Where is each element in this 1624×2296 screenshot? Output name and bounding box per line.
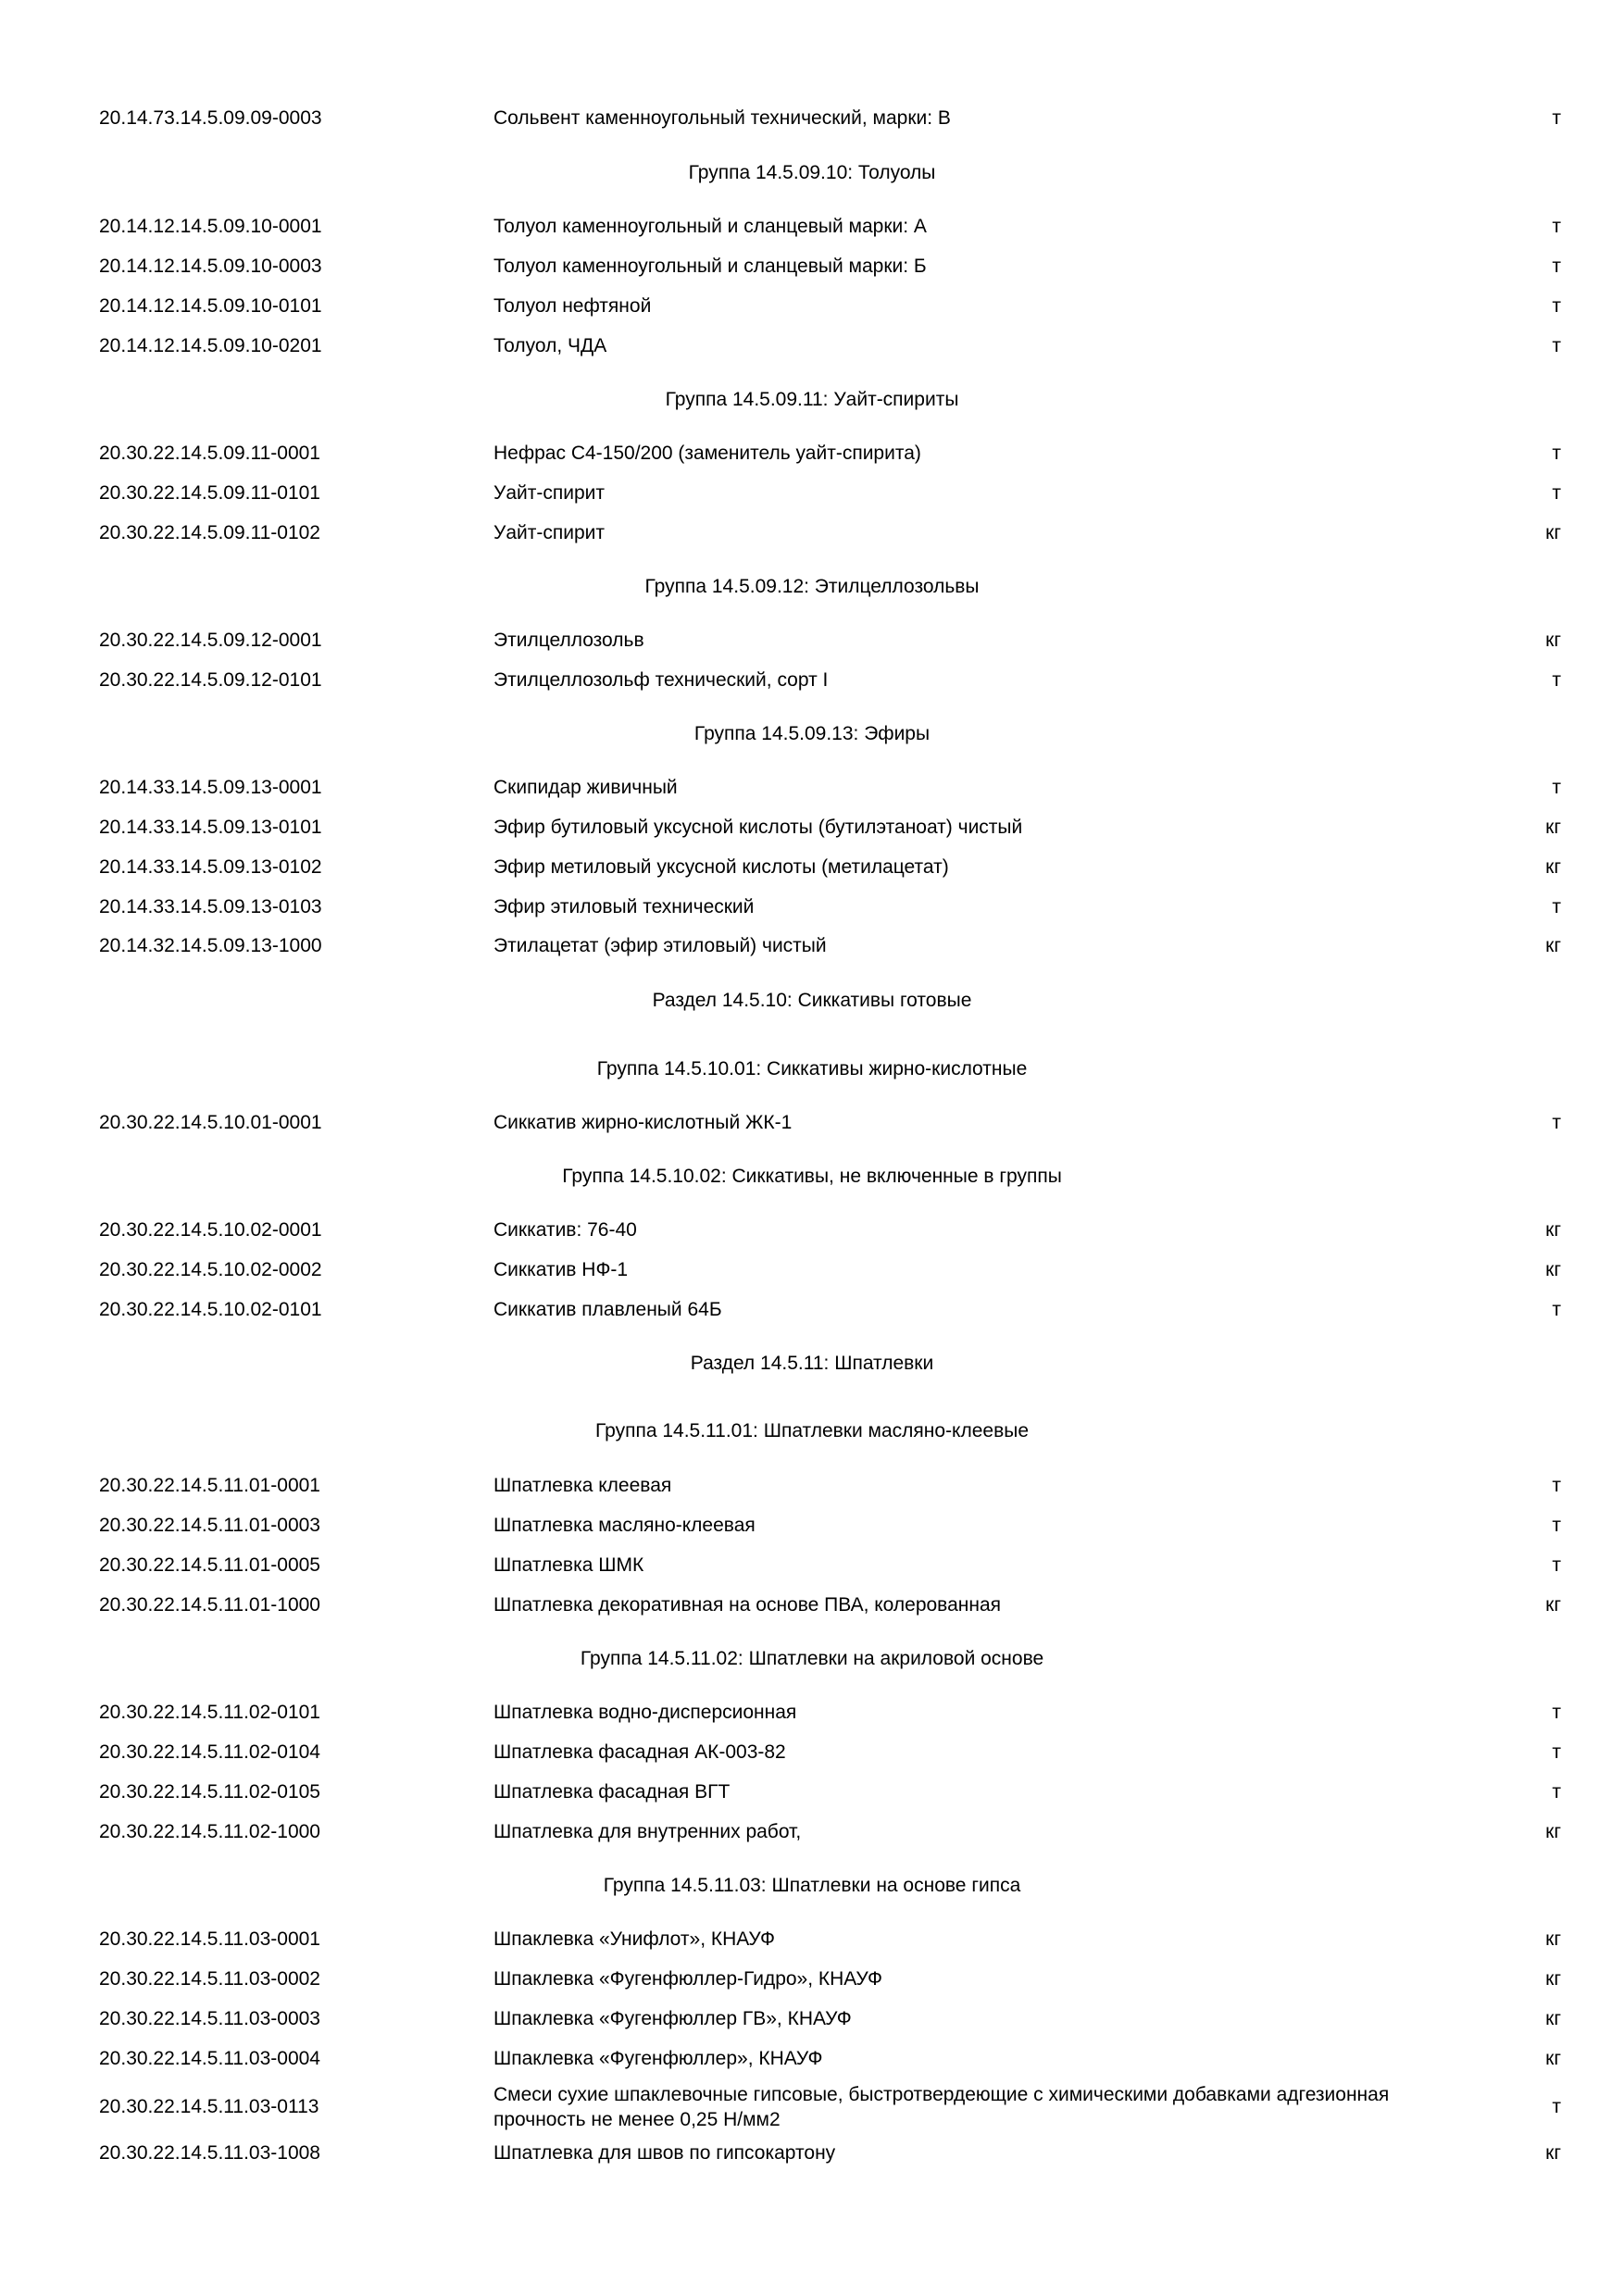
table-row (0, 2082, 1624, 2132)
unit-of-measure: кг (1545, 2142, 1561, 2164)
unit-of-measure: т (1552, 256, 1561, 277)
resource-code: 20.30.22.14.5.09.12-0001 (99, 630, 322, 651)
section-heading: Раздел 14.5.11: Шпатлевки (690, 1353, 934, 1374)
resource-name: Сиккатив жирно-кислотный ЖК-1 (493, 1112, 793, 1133)
resource-name: Сиккатив: 76-40 (493, 1219, 637, 1241)
resource-code: 20.14.33.14.5.09.13-0102 (99, 856, 322, 878)
unit-of-measure: т (1552, 1112, 1561, 1133)
table-row (0, 1513, 1624, 1539)
unit-of-measure: кг (1545, 1968, 1561, 1990)
unit-of-measure: кг (1545, 1594, 1561, 1616)
unit-of-measure: т (1552, 1475, 1561, 1496)
resource-name: Сиккатив НФ-1 (493, 1259, 629, 1280)
resource-code: 20.14.12.14.5.09.10-0101 (99, 295, 322, 317)
group-heading: Группа 14.5.09.12: Этилцеллозольвы (644, 576, 980, 597)
resource-name: Эфир бутиловый уксусной кислоты (бутилэтаноат) чистый (493, 817, 1023, 838)
table-row (0, 2046, 1624, 2072)
resource-code: 20.30.22.14.5.11.02-0101 (99, 1702, 320, 1723)
resource-code: 20.30.22.14.5.10.01-0001 (99, 1112, 322, 1133)
unit-of-measure: кг (1545, 1259, 1561, 1280)
resource-name: Шпаклевка «Фугенфюллер-Гидро», КНАУФ (493, 1968, 882, 1990)
table-row (0, 894, 1624, 920)
table-row (0, 333, 1624, 359)
resource-code: 20.30.22.14.5.11.03-0001 (99, 1928, 320, 1950)
table-row (0, 1700, 1624, 1726)
resource-name: Шпаклевка «Фугенфюллер ГВ», КНАУФ (493, 2008, 852, 2029)
resource-name: Сиккатив плавленый 64Б (493, 1299, 722, 1320)
resource-name: Этилацетат (эфир этиловый) чистый (493, 935, 827, 956)
table-row (0, 214, 1624, 240)
resource-name: Шпаклевка «Фугенфюллер», КНАУФ (493, 2048, 823, 2069)
resource-code: 20.30.22.14.5.09.11-0102 (99, 522, 320, 543)
resource-code: 20.30.22.14.5.11.01-0005 (99, 1554, 320, 1576)
table-row (0, 1553, 1624, 1578)
resource-code: 20.30.22.14.5.10.02-0001 (99, 1219, 322, 1241)
unit-of-measure: кг (1545, 630, 1561, 651)
table-row (0, 2140, 1624, 2166)
resource-code: 20.14.73.14.5.09.09-0003 (99, 107, 322, 129)
resource-code: 20.14.12.14.5.09.10-0201 (99, 335, 322, 356)
table-row (0, 1819, 1624, 1845)
table-row (0, 2006, 1624, 2032)
resource-name: Толуол каменноугольный и сланцевый марки: А (493, 216, 927, 237)
table-row (0, 1297, 1624, 1323)
resource-code: 20.30.22.14.5.11.03-0004 (99, 2048, 320, 2069)
resource-name: Шпатлевка фасадная АК-003-82 (493, 1741, 786, 1763)
table-row (0, 933, 1624, 959)
resource-name: Уайт-спирит (493, 522, 605, 543)
unit-of-measure: т (1552, 443, 1561, 464)
resource-code: 20.30.22.14.5.11.01-0001 (99, 1475, 320, 1496)
table-row (0, 1966, 1624, 1992)
resource-name: Толуол нефтяной (493, 295, 652, 317)
resource-code: 20.30.22.14.5.10.02-0101 (99, 1299, 322, 1320)
unit-of-measure: кг (1545, 522, 1561, 543)
unit-of-measure: т (1552, 1554, 1561, 1576)
unit-of-measure: т (1552, 2096, 1561, 2117)
table-row (0, 254, 1624, 280)
resource-code: 20.14.33.14.5.09.13-0001 (99, 777, 322, 798)
resource-code: 20.30.22.14.5.11.01-1000 (99, 1594, 320, 1616)
unit-of-measure: т (1552, 1741, 1561, 1763)
table-row (0, 855, 1624, 880)
group-heading: Группа 14.5.09.11: Уайт-спириты (665, 389, 959, 410)
resource-code: 20.30.22.14.5.11.02-1000 (99, 1821, 320, 1842)
resource-name: Шпатлевка декоративная на основе ПВА, колерованная (493, 1594, 1002, 1616)
group-heading: Группа 14.5.11.02: Шпатлевки на акриловой основе (580, 1648, 1044, 1669)
resource-name: Шпатлевка масляно-клеевая (493, 1515, 756, 1536)
unit-of-measure: кг (1545, 935, 1561, 956)
resource-code: 20.30.22.14.5.09.11-0001 (99, 443, 320, 464)
resource-name: Уайт-спирит (493, 482, 605, 504)
resource-name: Шпатлевка фасадная ВГТ (493, 1781, 731, 1803)
resource-name: Этилцеллозольф технический, сорт I (493, 669, 829, 691)
unit-of-measure: т (1552, 335, 1561, 356)
resource-name: Этилцеллозольв (493, 630, 644, 651)
resource-name: Толуол каменноугольный и сланцевый марки: Б (493, 256, 927, 277)
unit-of-measure: кг (1545, 1821, 1561, 1842)
group-heading: Группа 14.5.09.10: Толуолы (688, 162, 936, 183)
resource-code: 20.30.22.14.5.09.11-0101 (99, 482, 320, 504)
unit-of-measure: т (1552, 1702, 1561, 1723)
unit-of-measure: кг (1545, 856, 1561, 878)
resource-code: 20.30.22.14.5.11.02-0105 (99, 1781, 320, 1803)
unit-of-measure: кг (1545, 2048, 1561, 2069)
table-row (0, 1257, 1624, 1283)
table-row (0, 293, 1624, 319)
resource-name: Смеси сухие шпаклевочные гипсовые, быстротвердеющие с химическими добавками адгезионная прочность не менее 0,25 Н/мм2 (493, 2084, 1390, 2130)
resource-name: Шпатлевка для внутренних работ, (493, 1821, 802, 1842)
section-heading: Раздел 14.5.10: Сиккативы готовые (652, 990, 972, 1011)
resource-code: 20.30.22.14.5.10.02-0002 (99, 1259, 322, 1280)
resource-code: 20.30.22.14.5.09.12-0101 (99, 669, 322, 691)
resource-name: Толуол, ЧДА (493, 335, 607, 356)
resource-name: Шпатлевка клеевая (493, 1475, 672, 1496)
resource-code: 20.30.22.14.5.11.03-0003 (99, 2008, 320, 2029)
table-row (0, 441, 1624, 467)
table-row (0, 775, 1624, 801)
group-heading: Группа 14.5.11.01: Шпатлевки масляно-клеевые (594, 1420, 1030, 1441)
resource-code: 20.14.32.14.5.09.13-1000 (99, 935, 322, 956)
group-heading: Группа 14.5.10.02: Сиккативы, не включенные в группы (562, 1166, 1062, 1187)
unit-of-measure: кг (1545, 2008, 1561, 2029)
resource-name: Эфир метиловый уксусной кислоты (метилацетат) (493, 856, 949, 878)
table-row (0, 815, 1624, 841)
resource-code: 20.30.22.14.5.11.01-0003 (99, 1515, 320, 1536)
resource-code: 20.14.33.14.5.09.13-0103 (99, 896, 322, 917)
resource-name: Скипидар живичный (493, 777, 678, 798)
unit-of-measure: т (1552, 1781, 1561, 1803)
table-row (0, 1740, 1624, 1766)
resource-code: 20.30.22.14.5.11.03-0113 (99, 2096, 319, 2117)
unit-of-measure: т (1552, 777, 1561, 798)
unit-of-measure: т (1552, 107, 1561, 129)
group-heading: Группа 14.5.10.01: Сиккативы жирно-кислотные (596, 1058, 1028, 1079)
table-row (0, 668, 1624, 693)
resource-name: Шпатлевка для швов по гипсокартону (493, 2142, 836, 2164)
table-row (0, 106, 1624, 131)
resource-name: Шпаклевка «Унифлот», КНАУФ (493, 1928, 775, 1950)
table-row (0, 1592, 1624, 1618)
resource-code: 20.30.22.14.5.11.03-1008 (99, 2142, 320, 2164)
table-row (0, 628, 1624, 654)
group-heading: Группа 14.5.11.03: Шпатлевки на основе гипса (603, 1875, 1021, 1896)
unit-of-measure: кг (1545, 817, 1561, 838)
unit-of-measure: т (1552, 896, 1561, 917)
table-row (0, 1473, 1624, 1499)
resource-name: Эфир этиловый технический (493, 896, 755, 917)
table-row (0, 1927, 1624, 1953)
unit-of-measure: т (1552, 1299, 1561, 1320)
resource-name: Сольвент каменноугольный технический, марки: В (493, 107, 951, 129)
unit-of-measure: т (1552, 295, 1561, 317)
unit-of-measure: кг (1545, 1928, 1561, 1950)
resource-name: Шпатлевка водно-дисперсионная (493, 1702, 797, 1723)
resource-name: Нефрас С4-150/200 (заменитель уайт-спирита) (493, 443, 921, 464)
resource-code: 20.30.22.14.5.11.03-0002 (99, 1968, 320, 1990)
resource-code: 20.14.12.14.5.09.10-0001 (99, 216, 322, 237)
table-row (0, 1217, 1624, 1243)
table-row (0, 480, 1624, 506)
unit-of-measure: т (1552, 669, 1561, 691)
table-row (0, 1779, 1624, 1805)
table-row (0, 520, 1624, 546)
resource-code: 20.30.22.14.5.11.02-0104 (99, 1741, 320, 1763)
group-heading: Группа 14.5.09.13: Эфиры (693, 723, 931, 744)
unit-of-measure: т (1552, 1515, 1561, 1536)
unit-of-measure: кг (1545, 1219, 1561, 1241)
resource-code: 20.14.12.14.5.09.10-0003 (99, 256, 322, 277)
resource-name: Шпатлевка ШМК (493, 1554, 644, 1576)
unit-of-measure: т (1552, 216, 1561, 237)
table-row (0, 1110, 1624, 1136)
unit-of-measure: т (1552, 482, 1561, 504)
resource-code: 20.14.33.14.5.09.13-0101 (99, 817, 322, 838)
